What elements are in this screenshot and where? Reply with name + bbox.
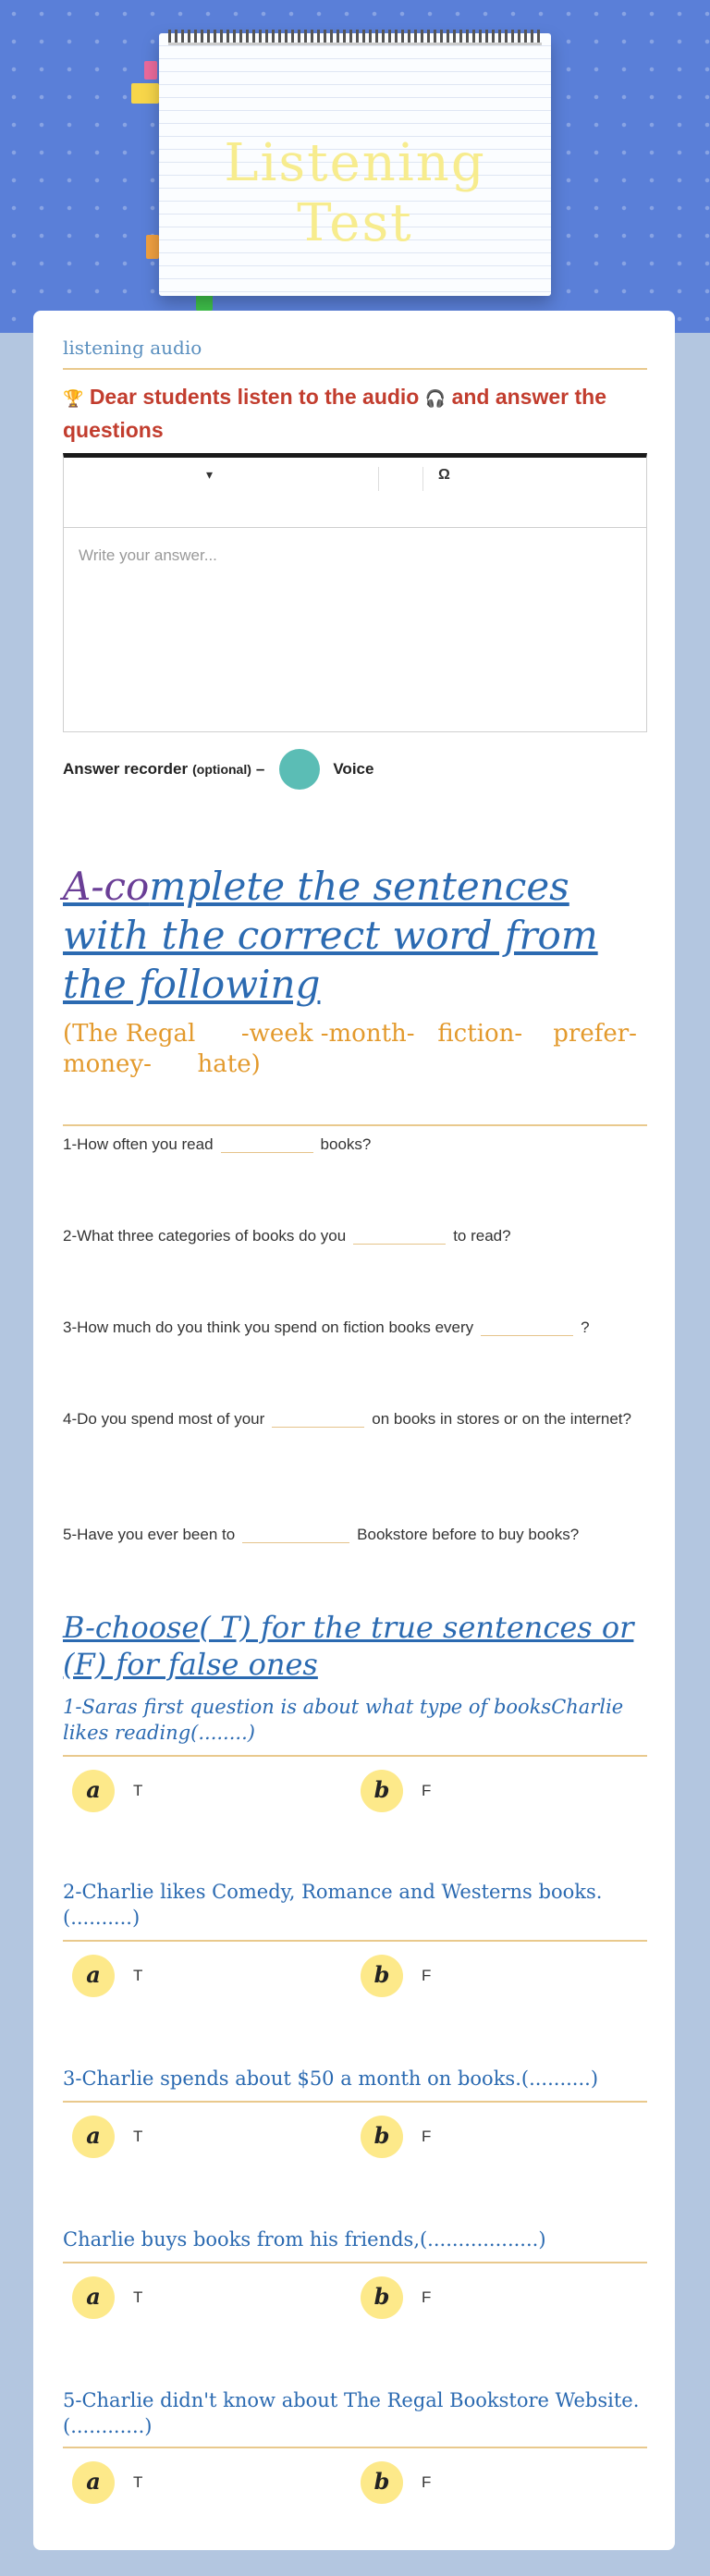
option-a-button[interactable]: a [72,1770,115,1812]
option-b-label: F [422,2288,432,2306]
word-bank: (The Regal -week -month- fiction- prefer- money- hate) [63,1020,660,1078]
option-a-button[interactable]: a [72,1955,115,1997]
option-a-button[interactable]: a [72,2116,115,2158]
divider [63,1124,647,1126]
part-b-heading: B-choose( T) for the true sentences or (F) for false ones [63,1610,634,1682]
option-b-label: F [422,1967,432,1984]
answer-recorder: Answer recorder (optional) – Voice [63,749,373,790]
special-character-icon[interactable]: Ω [438,467,450,483]
option-b-label: F [422,2128,432,2145]
page-title: Listening Test [224,133,486,253]
header-banner [0,0,710,333]
divider [63,1940,647,1942]
headphones-icon: 🎧 [424,389,447,408]
trophy-icon: 🏆 [63,389,84,408]
editor-toolbar [64,458,646,528]
divider [63,2262,647,2263]
notebook-tab-orange [146,235,159,259]
option-a-button[interactable]: a [72,2461,115,2504]
fill-blank-question-2: 2-What three categories of books do you to read? [63,1227,511,1245]
notebook-illustration [159,33,551,296]
tf-question-3: 3-Charlie spends about $50 a month on books.(..........) [63,2067,599,2090]
recorder-optional-label: (optional) [192,762,251,777]
option-b-label: F [422,2473,432,2491]
notebook-tab-pink [144,61,157,80]
fill-blank-question-1: 1-How often you read books? [63,1135,372,1153]
blank-input-3[interactable] [481,1318,573,1336]
answer-input[interactable]: Write your answer... [79,546,217,564]
tf-question-1: 1-Saras first question is about what type of booksCharlie likes reading(........) [63,1696,624,1744]
option-b-label: F [422,1782,432,1799]
option-a-label: T [133,2288,143,2306]
option-b-button[interactable]: b [361,1955,403,1997]
voice-label: Voice [333,760,374,778]
notebook-spiral [168,30,542,43]
option-a-label: T [133,1967,143,1984]
option-b-button[interactable]: b [361,1770,403,1812]
blank-input-1[interactable] [221,1135,313,1153]
divider [63,2101,647,2103]
option-b-button[interactable]: b [361,2276,403,2319]
part-a-heading: A-complete the sentences with the correct word from the following [63,864,598,1007]
recorder-label: Answer recorder [63,760,189,778]
option-a-label: T [133,1782,143,1799]
divider [63,1755,647,1757]
option-b-button[interactable]: b [361,2461,403,2504]
section-label-audio: listening audio [63,337,202,359]
option-a-label: T [133,2128,143,2145]
fill-blank-question-3: 3-How much do you think you spend on fiction books every ? [63,1319,590,1336]
tf-question-5: 5-Charlie didn't know about The Regal Bookstore Website.(............) [63,2389,640,2437]
worksheet-card [33,311,675,2550]
option-b-button[interactable]: b [361,2116,403,2158]
tf-question-4: Charlie buys books from his friends,(..................) [63,2228,546,2251]
tf-question-2: 2-Charlie likes Comedy, Romance and Westerns books.(..........) [63,1881,603,1929]
option-a-button[interactable]: a [72,2276,115,2319]
blank-input-4[interactable] [272,1409,364,1428]
instruction-text: 🏆 Dear students listen to the audio 🎧 and answer the questions [63,385,606,442]
answer-editor [63,453,647,732]
blank-input-2[interactable] [353,1226,446,1245]
notebook-tab-yellow [131,83,159,104]
voice-record-button[interactable] [279,749,320,790]
fill-blank-question-4: 4-Do you spend most of your on books in stores or on the internet? [63,1410,631,1428]
divider [63,368,647,370]
divider [63,2447,647,2448]
notebook-tab-green [196,294,213,311]
fill-blank-question-5: 5-Have you ever been to Bookstore before to buy books? [63,1526,580,1543]
option-a-label: T [133,2473,143,2491]
blank-input-5[interactable] [242,1525,349,1543]
font-dropdown-chevron-icon[interactable]: ▾ [206,467,214,482]
